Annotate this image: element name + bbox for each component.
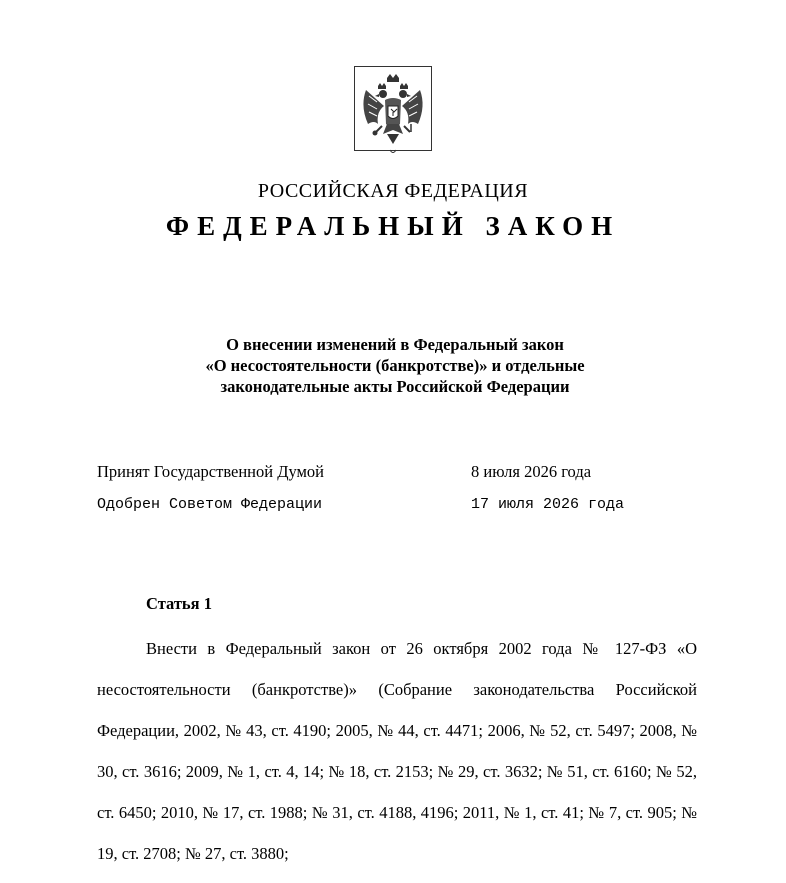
law-title-line: законодательные акты Российской Федерации <box>220 377 570 396</box>
law-title-line: «О несостоятельности (банкротстве)» и отдельные <box>205 356 585 375</box>
country-heading: РОССИЙСКАЯ ФЕДЕРАЦИЯ <box>257 180 529 202</box>
law-type-heading: ФЕДЕРАЛЬНЫЙ ЗАКОН <box>165 211 621 241</box>
article-heading: Статья 1 <box>146 594 212 613</box>
approval-date: 17 июля 2026 года <box>471 496 625 513</box>
article-body-text: Внести в Федеральный закон от 26 октября 2002 года № 127-ФЗ «О несостоятельности (банкротстве)» (Собрание законодательства Российской Федерации, 2002, № 43, ст. 4190; 2005, № 44, ст. 4471; 2006, № 52, ст. 5497; 2008, № 30, ст. 3616; 2009, № 1, ст. 4, 14; № 18, ст. 2153; № 29, ст. 3632; № 51, ст. 6160; № 52, ст. 6450; 2010, № 17, ст. 1988; № 31, ст. 4188, 4196; 2011, № 1, ст. 41; № 7, ст. 905; № 19, ст. 2708; № 27, ст. 3880; <box>97 639 697 863</box>
adoption-label: Принят Государственной Думой <box>97 462 325 481</box>
law-title-line: О внесении изменений в Федеральный закон <box>226 335 564 354</box>
double-headed-eagle-emblem-icon <box>354 66 432 156</box>
adoption-date: 8 июля 2026 года <box>471 462 592 481</box>
approval-label: Одобрен Советом Федерации <box>97 496 323 513</box>
emblem-icon <box>354 66 432 156</box>
law-title <box>150 334 640 397</box>
